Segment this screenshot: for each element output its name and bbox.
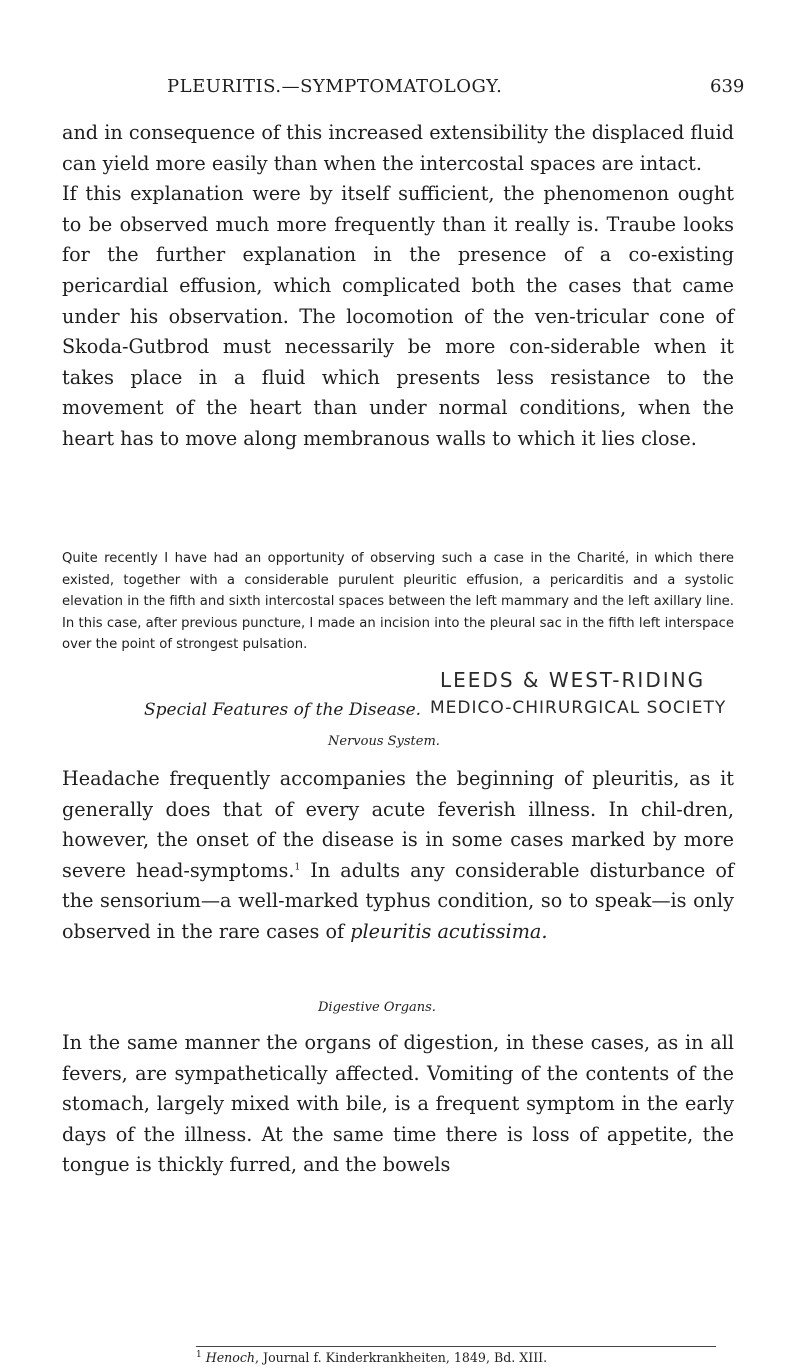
paragraph-2: If this explanation were by itself sufficient, the phenomenon ought to be observed much more frequently than it really is. Traube looks for the further explanation in the presence of a co-existing pericardial effusion, which complicated both the cases that came under his observation. The locomotion of the ven-tricular cone of Skoda-Gutbrod must necessarily be more con-siderable when it takes place in a fluid which presents less resistance to the movement of the heart than under normal conditions, when the heart has to move along membranous walls to which it lies close. [62,182,734,450]
library-stamp-line-2: MEDICO-CHIRURGICAL SOCIETY [430,698,727,718]
subsection-title-digestive: Digestive Organs. [318,1000,436,1015]
library-stamp-line-1: LEEDS & WEST-RIDING [440,668,706,692]
running-title: PLEURITIS.—SYMPTOMATOLOGY. [167,76,503,97]
footnote-divider [196,1346,716,1347]
footnote-marker: 1 [196,1349,202,1360]
paragraph-3-part-2: In adults any considerable disturbance of the sensorium—a well-marked typhus condition, so to speak—is only observed in the rare cases of [62,858,734,943]
small-paragraph: Quite recently I have had an opportunity of observing such a case in the Charité, in which there existed, together with a considerable purulent pleuritic effusion, a pericarditis and a systolic elevation in the fifth and sixth intercostal spaces between the left mammary and the left axillary line. In this case, after previous puncture, I made an incision into the pleural sac in the fifth left interspace over the point of strongest pulsation. [62,551,734,653]
body-text-digestive [62,1028,734,1181]
footnote-author: Henoch [205,1350,256,1365]
body-text-nervous [62,764,734,948]
footnote [196,1350,547,1365]
subsection-title-nervous: Nervous System. [328,734,440,749]
paragraph-4: In the same manner the organs of digestion, in these cases, as in all fevers, are sympathetically affected. Vomiting of the contents of the stomach, largely mixed with bile, is a frequent symptom in the early days of the illness. At the same time there is loss of appetite, the tongue is thickly furred, and the bowels [62,1031,734,1177]
paragraph-3 [62,764,734,948]
page-number: 639 [710,76,745,97]
footnote-text: , Journal f. Kinderkrankheiten, 1849, Bd. XIII. [255,1350,548,1365]
small-print-note [62,548,734,656]
section-title: Special Features of the Disease. [144,700,422,720]
footnote-ref: 1 [294,862,301,873]
paragraph-3-italic: pleuritis acutissima. [350,919,548,943]
body-text-top [62,118,734,455]
paragraph-3-part-1: Headache frequently accompanies the beginning of pleuritis, as it generally does that of every acute feverish illness. In chil-dren, however, the onset of the disease is in some cases marked by more severe head-symptoms. [62,767,734,882]
paragraph-1: and in consequence of this increased extensibility the displaced fluid can yield more easily than when the intercostal spaces are intact. [62,121,734,175]
